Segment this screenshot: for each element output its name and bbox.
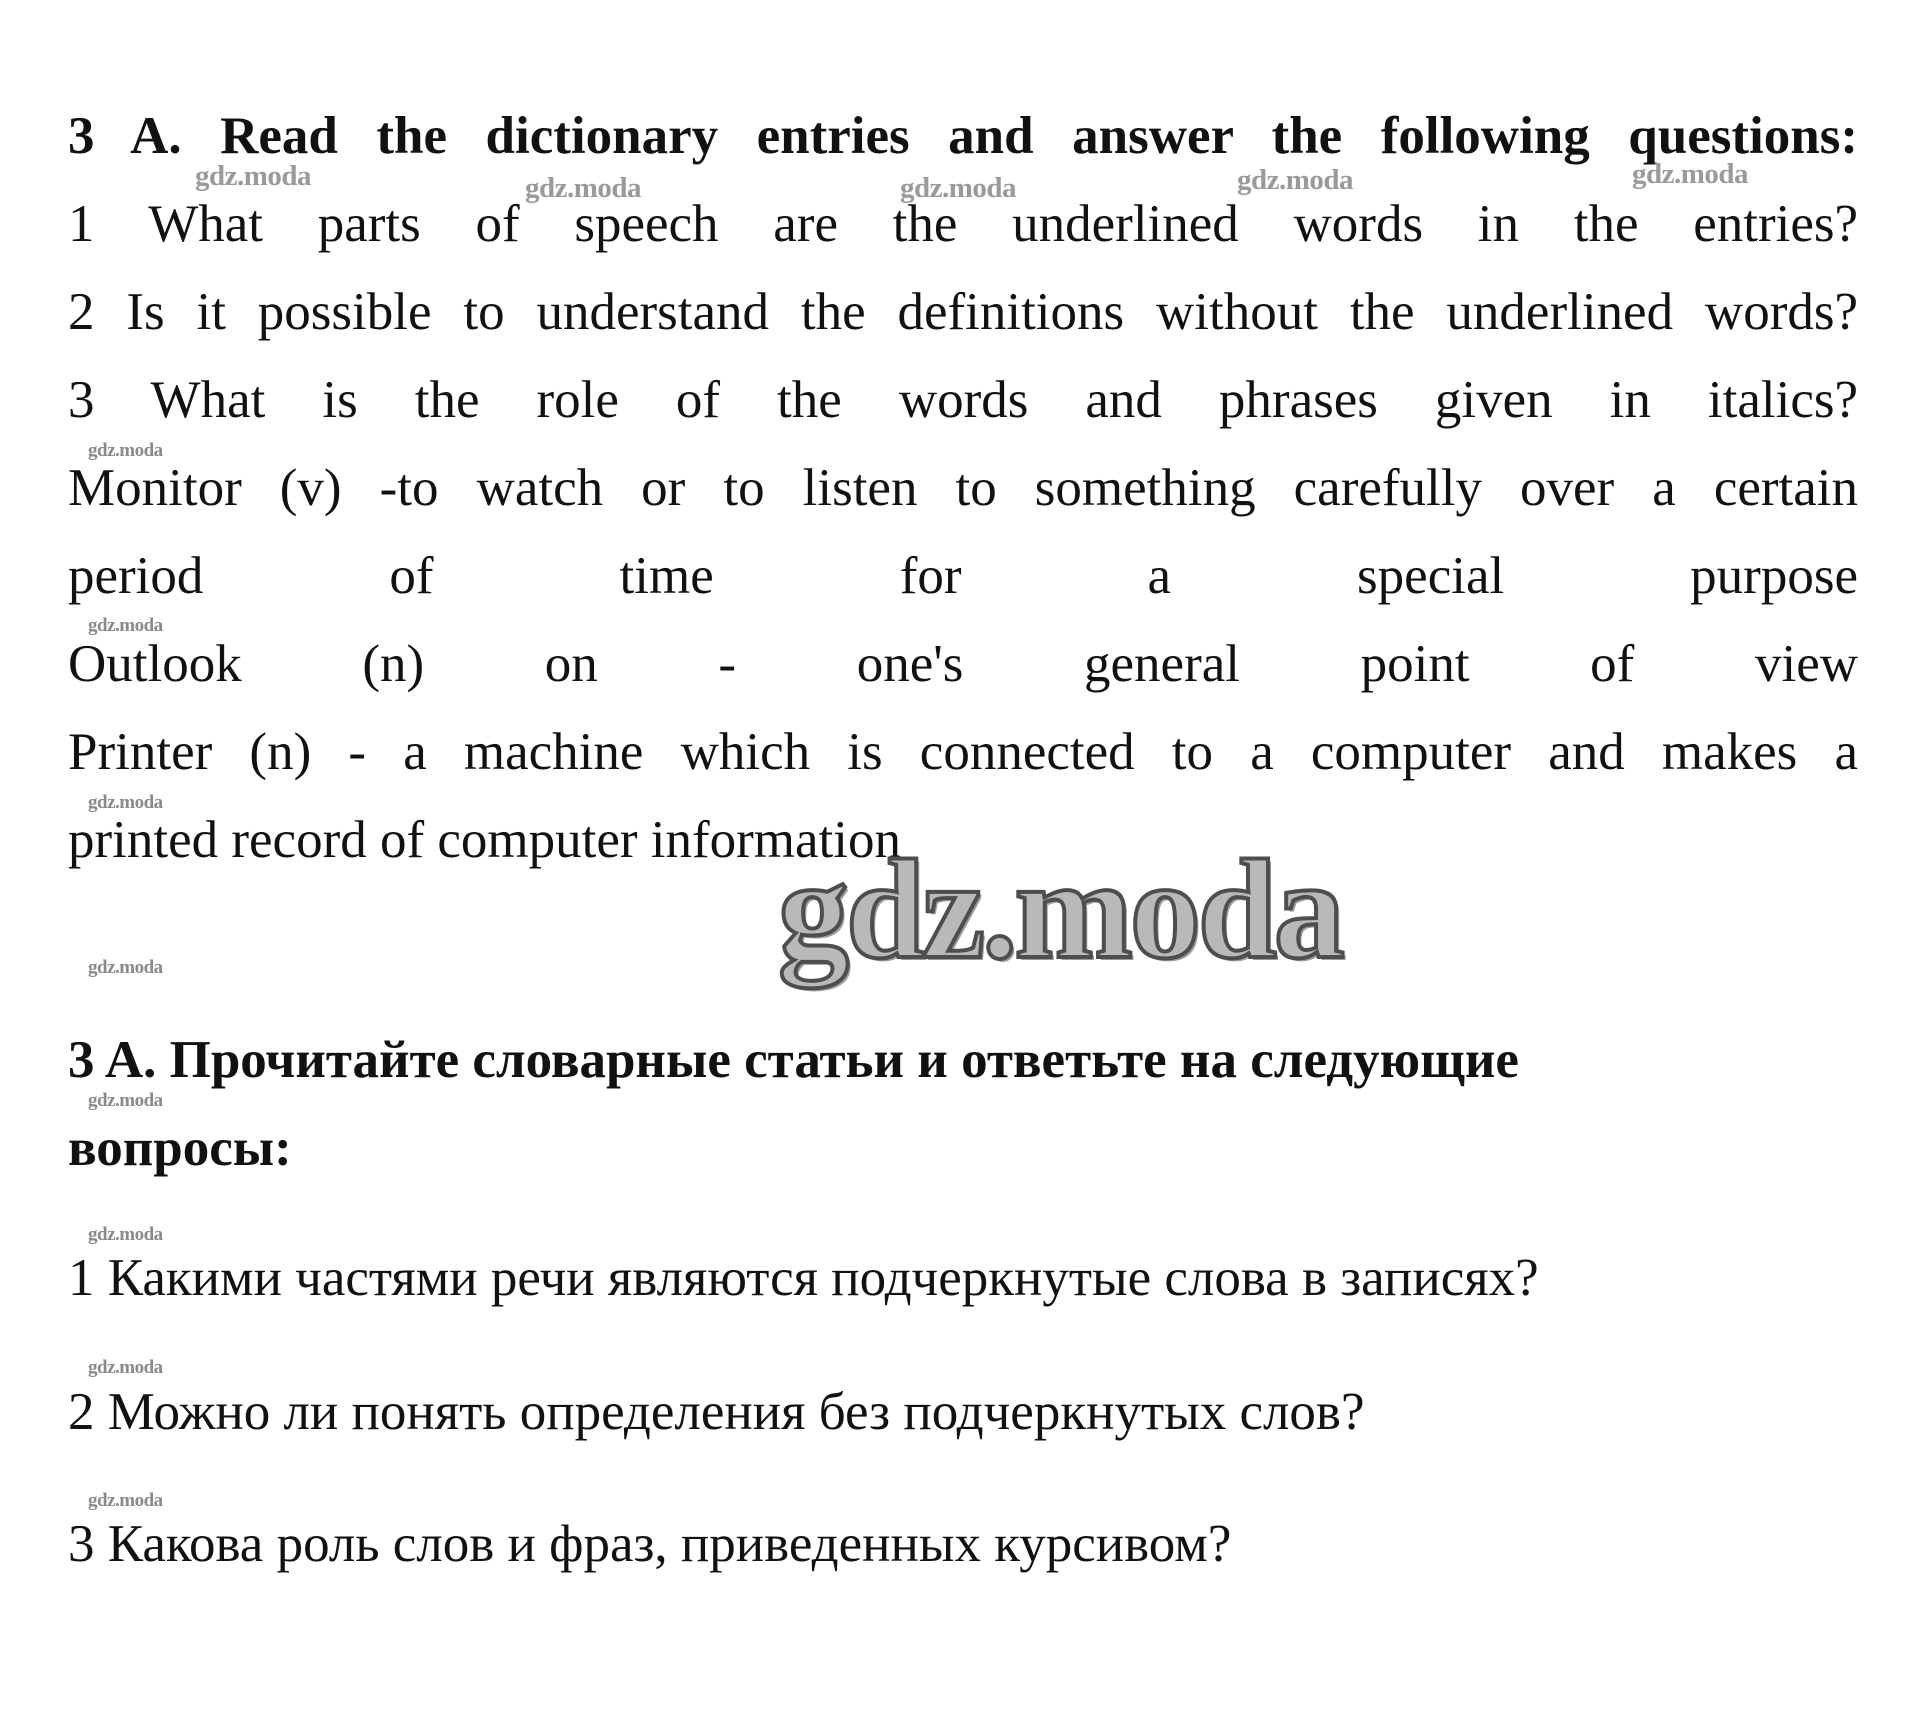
english-question-2: 2 Is it possible to understand the definitions without the underlined words?	[68, 283, 1858, 341]
watermark-small-5: gdz.moda	[88, 1090, 163, 1111]
watermark-small-6: gdz.moda	[88, 1224, 163, 1245]
russian-question-3: 3 Какова роль слов и фраз, приведенных курсивом?	[68, 1515, 1232, 1573]
entry-monitor-line-1: Monitor (v) -to watch or to listen to something carefully over a certain	[68, 459, 1858, 517]
watermark-small-4: gdz.moda	[88, 957, 163, 978]
watermark-small-1: gdz.moda	[88, 440, 163, 461]
watermark-top-3: gdz.moda	[900, 172, 1017, 204]
watermark-top-2: gdz.moda	[525, 172, 642, 204]
russian-question-2: 2 Можно ли понять определения без подчеркнутых слов?	[68, 1383, 1365, 1441]
watermark-small-8: gdz.moda	[88, 1490, 163, 1511]
entry-outlook: Outlook (n) on - one's general point of view	[68, 635, 1858, 693]
watermark-top-5: gdz.moda	[1632, 158, 1749, 190]
entry-printer-line-1: Printer (n) - a machine which is connected to a computer and makes a	[68, 723, 1858, 781]
entry-monitor-line-2: period of time for a special purpose	[68, 547, 1858, 605]
entry-printer-line-2: printed record of computer information	[68, 811, 901, 869]
russian-heading-line-2: вопросы:	[68, 1119, 292, 1177]
russian-heading-line-1: 3 A. Прочитайте словарные статьи и ответьте на следующие	[68, 1031, 1519, 1089]
watermark-logo: gdz.moda	[778, 830, 1342, 988]
watermark-small-7: gdz.moda	[88, 1357, 163, 1378]
watermark-small-2: gdz.moda	[88, 615, 163, 636]
watermark-top-4: gdz.moda	[1237, 164, 1354, 196]
english-question-1: 1 What parts of speech are the underlined words in the entries?	[68, 195, 1858, 253]
english-heading: 3 A. Read the dictionary entries and answer the following questions:	[68, 107, 1858, 165]
english-question-3: 3 What is the role of the words and phrases given in italics?	[68, 371, 1858, 429]
watermark-small-3: gdz.moda	[88, 792, 163, 813]
watermark-top-1: gdz.moda	[195, 160, 312, 192]
russian-question-1: 1 Какими частями речи являются подчеркнутые слова в записях?	[68, 1249, 1539, 1307]
